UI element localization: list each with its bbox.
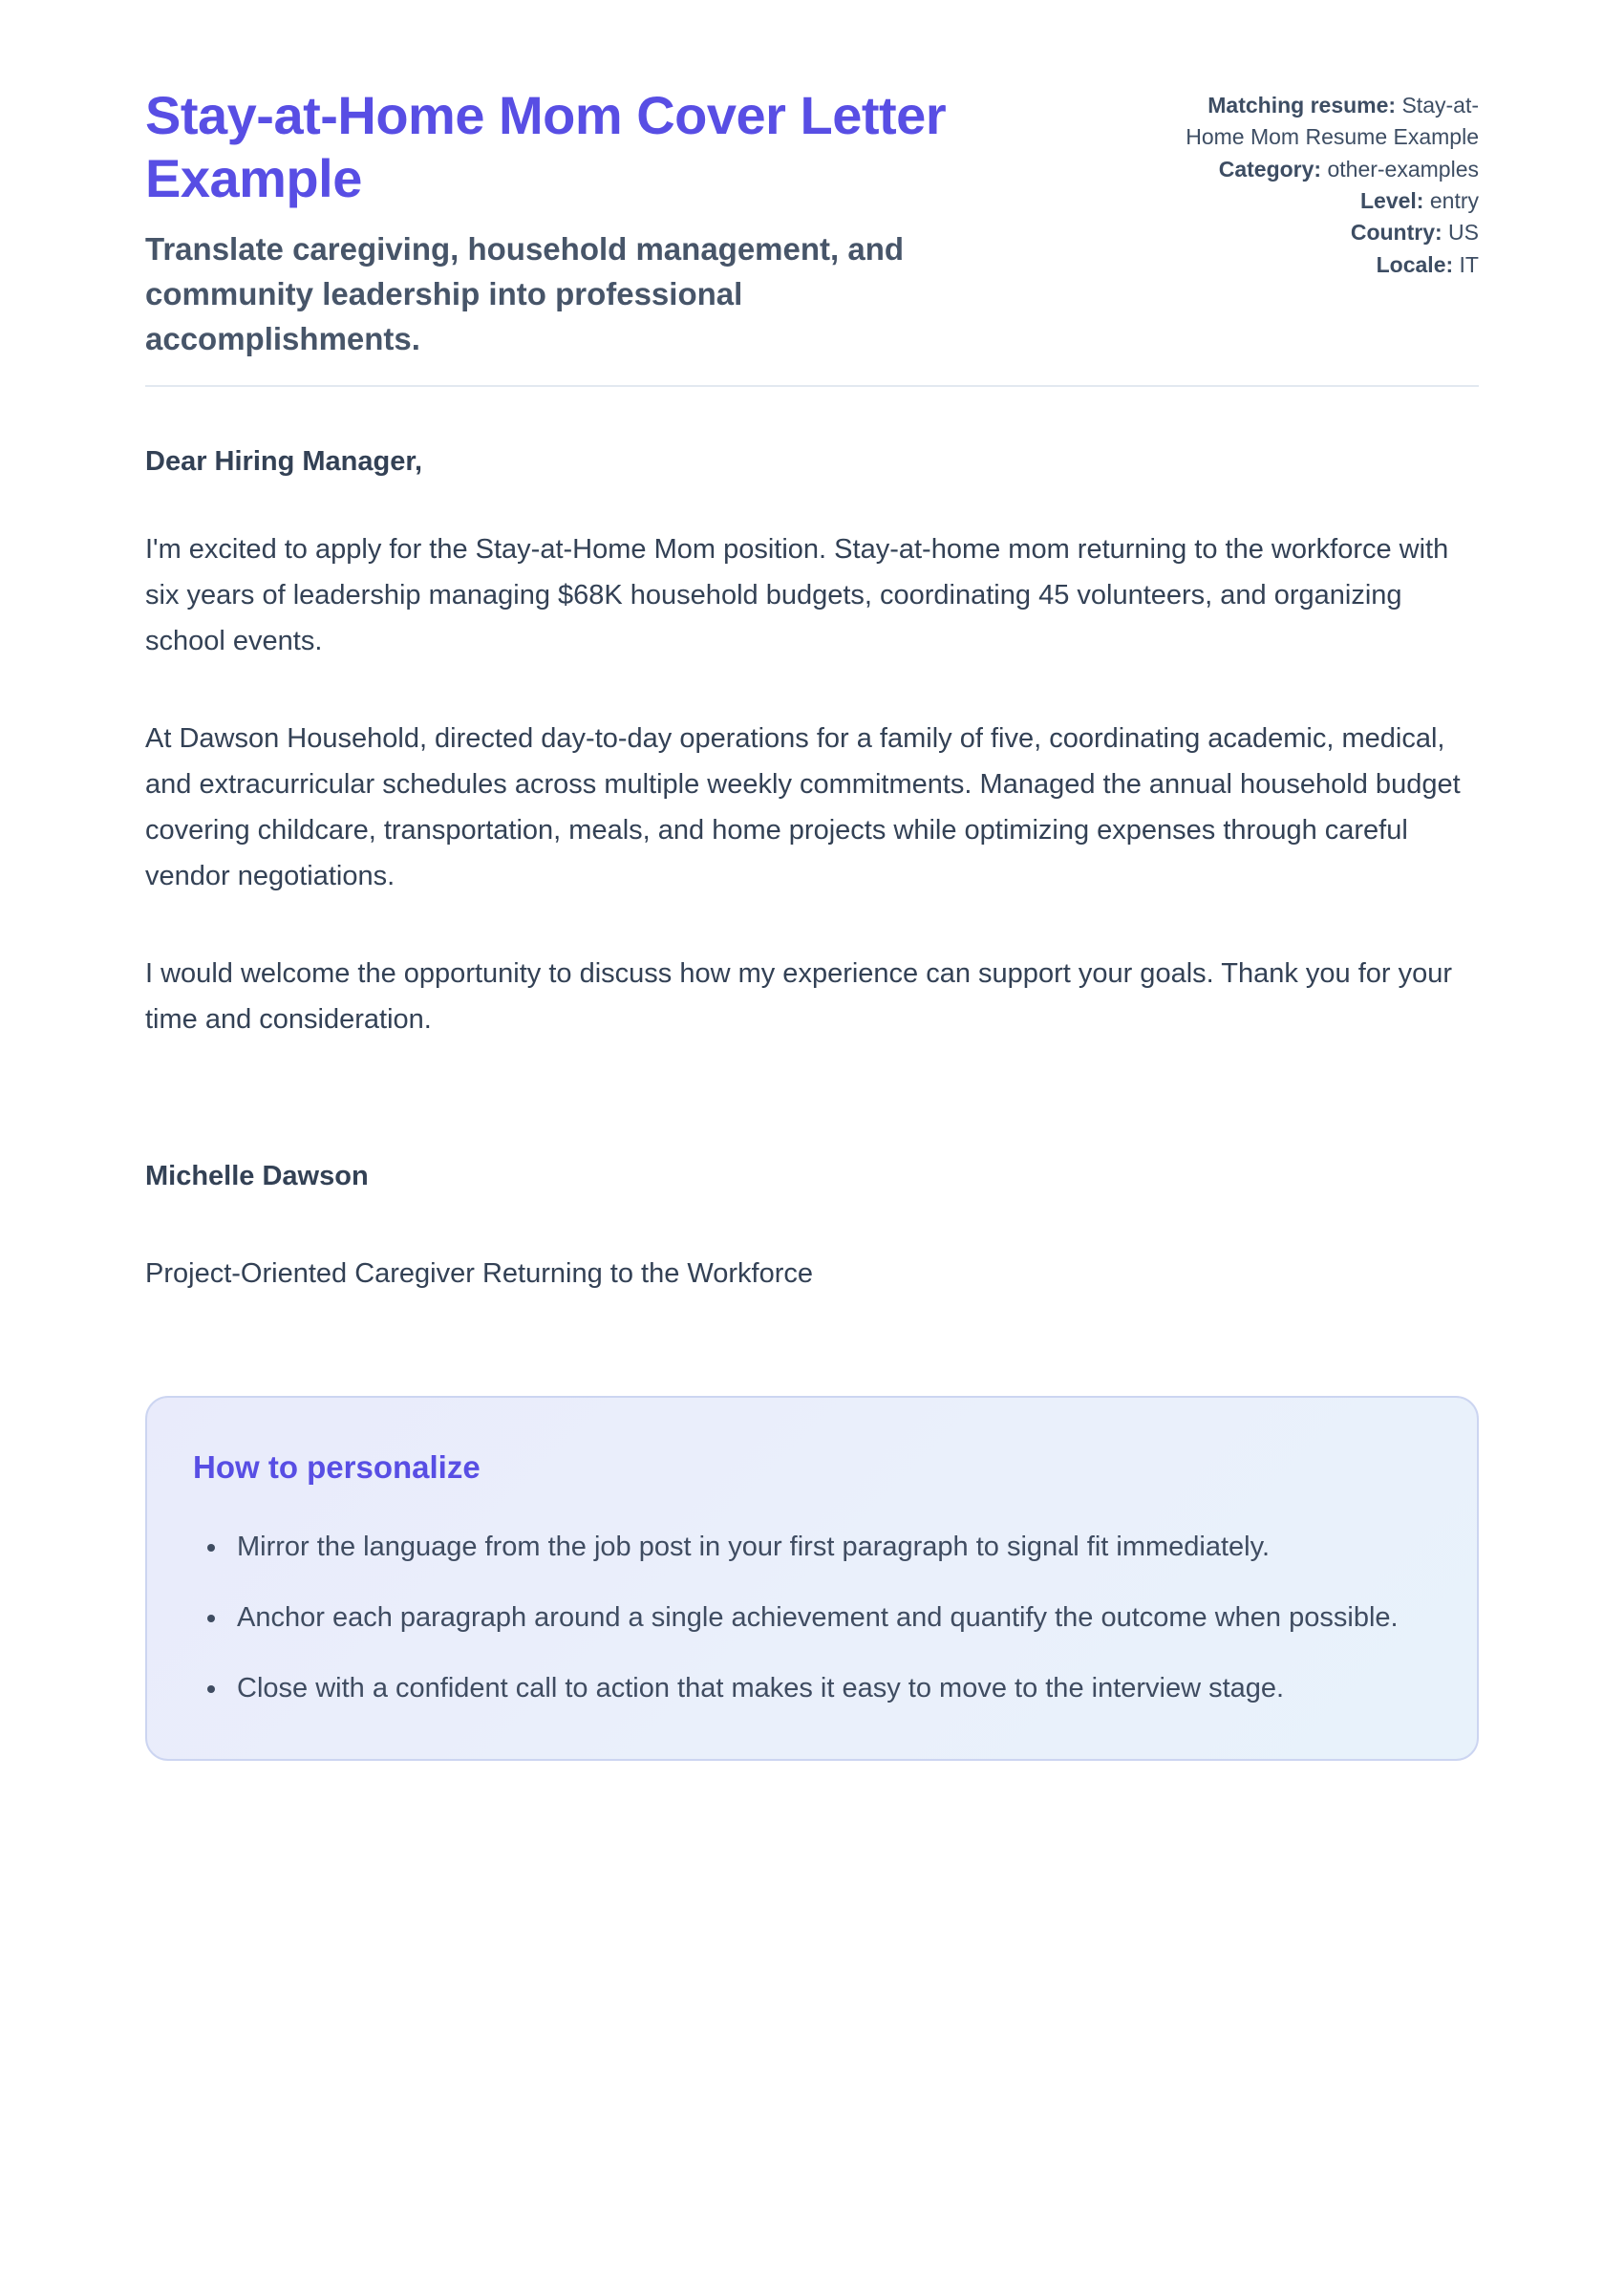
tip-item: • Anchor each paragraph around a single achievement and quantify the outcome when possible. <box>229 1595 1427 1640</box>
divider <box>145 385 1479 387</box>
page-title: Stay-at-Home Mom Cover Letter Example <box>145 85 947 209</box>
meta-label: Locale: <box>1376 251 1454 277</box>
letter-paragraph: At Dawson Household, directed day-to-day operations for a family of five, coordinating academic, medical, and extracurricular schedules across multiple weekly commitments. Managed the annual household budget covering childcare, transportation, meals, and home projects while optimizing expenses through careful vendor negotiations. <box>145 722 1461 891</box>
tips-heading: How to personalize <box>193 1448 481 1485</box>
how-to-personalize-box <box>145 1396 1479 1761</box>
tips-list <box>193 1524 1427 1711</box>
salutation: Dear Hiring Manager, <box>145 445 423 477</box>
meta-value: Stay-at-Home Mom Resume Example <box>1186 93 1479 150</box>
signature-name: Michelle Dawson <box>145 1160 369 1191</box>
meta-label: Country: <box>1350 220 1442 246</box>
meta-block <box>1164 84 1479 281</box>
cover-letter-body <box>145 439 1479 1297</box>
meta-item-matching-resume <box>1164 90 1479 154</box>
tip-item: • Mirror the language from the job post in your first paragraph to signal fit immediately. <box>229 1524 1427 1570</box>
meta-value: other-examples <box>1327 156 1479 182</box>
signature-title: Project-Oriented Caregiver Returning to the Workforce <box>145 1257 813 1289</box>
letter-paragraph: I would welcome the opportunity to discuss how my experience can support your goals. Thank you for your time and consideration. <box>145 957 1453 1035</box>
meta-item-category <box>1164 154 1479 185</box>
meta-item-level <box>1164 185 1479 217</box>
meta-item-country <box>1164 217 1479 248</box>
title-block <box>145 84 1129 362</box>
meta-label: Matching resume: <box>1207 93 1397 118</box>
header <box>145 84 1479 362</box>
meta-value: IT <box>1459 251 1479 277</box>
signature-block <box>145 1153 1479 1297</box>
meta-label: Level: <box>1359 188 1424 214</box>
letter-paragraph: I'm excited to apply for the Stay-at-Home Mom position. Stay-at-home mom returning to the workforce with six years of leadership managing $68K household budgets, coordinating 45 volunteers, and organizing school events. <box>145 533 1449 656</box>
tip-item: • Close with a confident call to action that makes it easy to move to the interview stage. <box>229 1665 1427 1711</box>
meta-label: Category: <box>1218 156 1322 182</box>
meta-value: US <box>1448 220 1479 246</box>
page-subtitle: Translate caregiving, household management, and community leadership into professional accomplishments. <box>145 231 905 356</box>
meta-item-locale <box>1164 249 1479 281</box>
meta-value: entry <box>1429 188 1479 214</box>
